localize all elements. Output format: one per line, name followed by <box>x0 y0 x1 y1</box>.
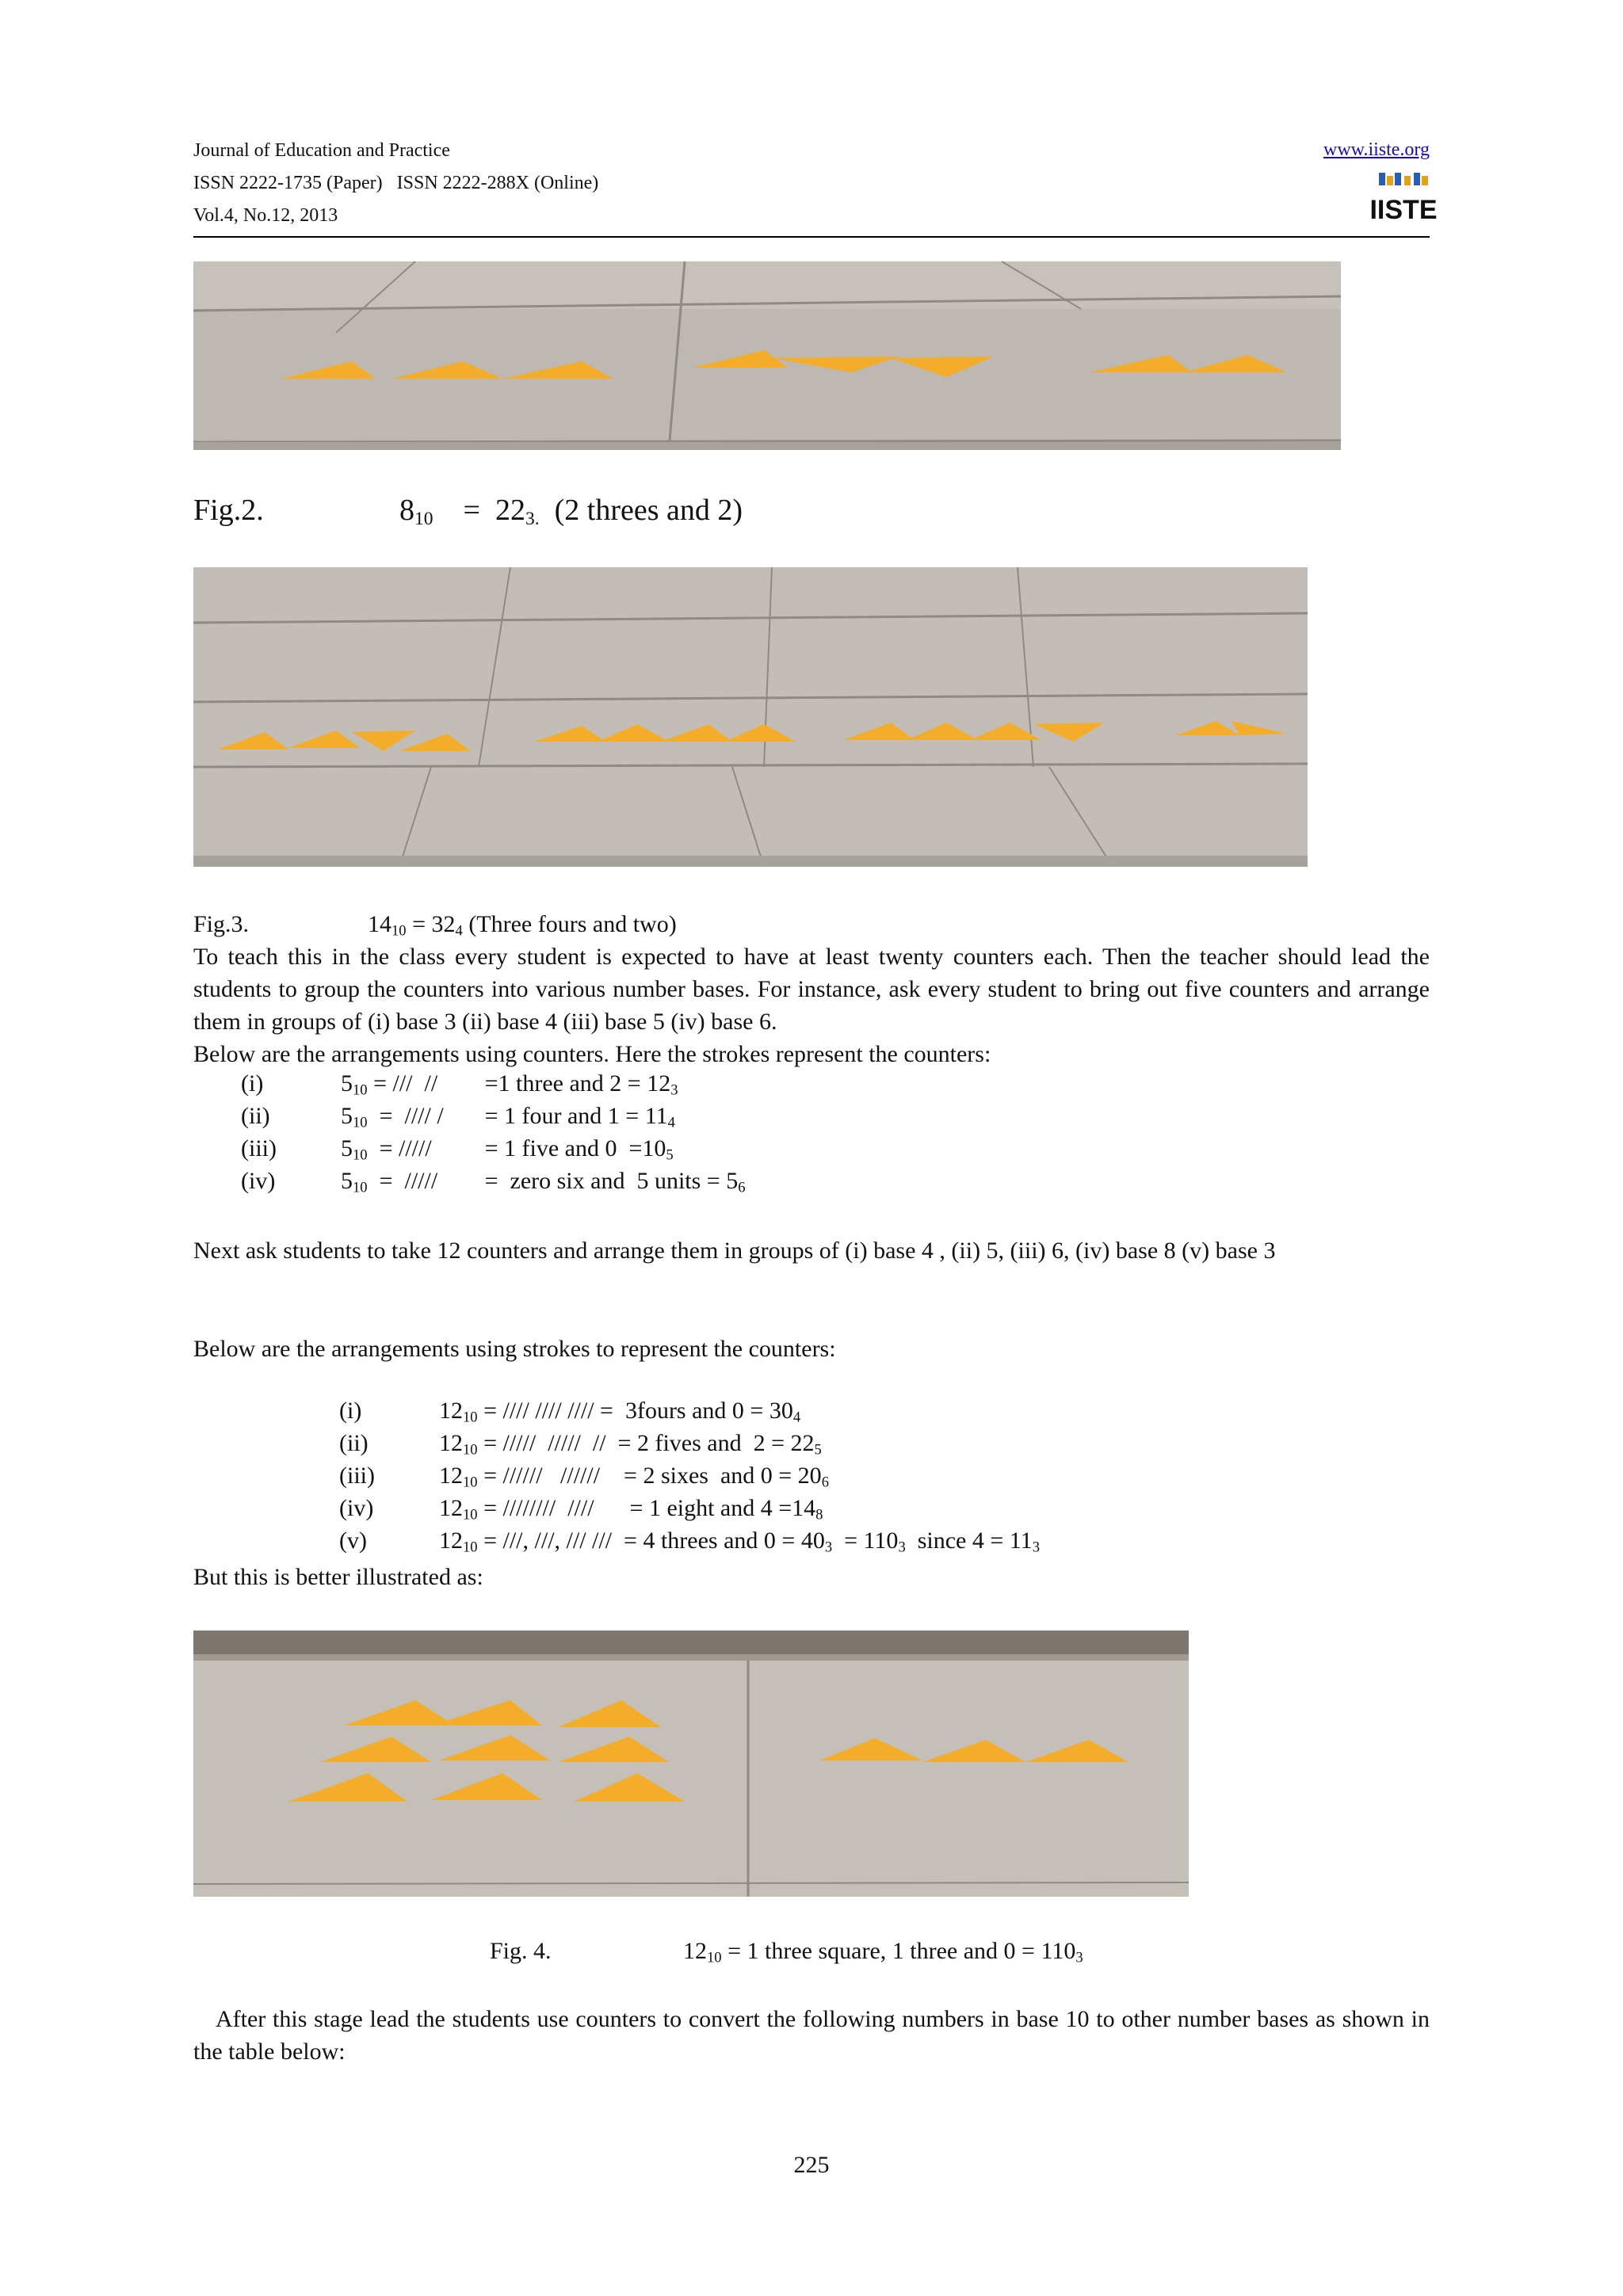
journal-title: Journal of Education and Practice <box>193 140 450 161</box>
website-link[interactable]: www.iiste.org <box>1323 139 1430 160</box>
issn-line: ISSN 2222-1735 (Paper) ISSN 2222-288X (Online) <box>193 173 599 193</box>
fig3-label: Fig.3. <box>193 911 250 937</box>
logo-text: IISTE <box>1369 195 1438 225</box>
fig3-equation: $14_{10} = 32_4$ (Three fours and two) <box>368 911 677 940</box>
list2-number: (i) <box>339 1398 362 1424</box>
list2-item: (v) $12_{10}$ = ///, ///, /// /// = 4 threes and $0 = 40_3 = 110_3$ since $4 = 11_3$ <box>339 1527 1040 1556</box>
paragraph-strokes: Below are the arrangements using strokes to represent the counters: <box>193 1336 836 1362</box>
paragraph-twelve-counters: Next ask students to take 12 counters and arrange them in groups of (i) base 4 , (ii) 5, (iii) 6, (iv) base 8 (v) base 3 <box>193 1238 1276 1264</box>
list2-number: (v) <box>339 1527 367 1554</box>
list1-item: (ii) $5_{10}$ = //// / = 1 four and $1 = 11_4$ <box>241 1103 675 1131</box>
list1-number: (iv) <box>241 1168 276 1194</box>
list1-number: (i) <box>241 1070 264 1097</box>
volume-line: Vol.4, No.12, 2013 <box>193 205 338 226</box>
list1-number: (iii) <box>241 1135 277 1161</box>
paragraph-better-illustrated: But this is better illustrated as: <box>193 1564 483 1590</box>
fig3-photo <box>193 567 1308 867</box>
list2-item: (iv) $12_{10}$ = //////// //// = 1 eight and $4 =14_8$ <box>339 1495 823 1524</box>
paragraph-intro: To teach this in the class every student is expected to have at least twenty counters each. Then the teacher should lead the students to group the counters into various number bases. For instance, ask every student to bring out five counters and arrange them in groups of (i) base 3 (ii) base 4 (iii) base 5 (iv) base 6. <box>193 944 1430 1035</box>
list2-number: (ii) <box>339 1430 369 1456</box>
list1-item: (iii) $5_{10}$ = ///// = 1 five and $0 =10_5$ <box>241 1135 674 1164</box>
list2-number: (iii) <box>339 1463 375 1489</box>
list2-item: (iii) $12_{10}$ = ////// ////// = 2 sixes and $0 = 20_6$ <box>339 1463 829 1491</box>
fig2-equation: $8_{10}$ = $22_{3.}$ (2 threes and 2) <box>399 494 743 529</box>
fig2-label: Fig.2. <box>193 494 264 527</box>
iiste-logo <box>1369 170 1438 227</box>
fig2-photo <box>193 261 1341 450</box>
fig4-photo <box>193 1630 1189 1897</box>
page-number: 225 <box>793 2152 830 2178</box>
fig4-equation: $12_{10} = 1$ three square, 1 three and $0 = 110_3$ <box>683 1938 1083 1966</box>
list1-item: (iv) $5_{10}$ = ///// = zero six and 5 units = $5_6$ <box>241 1168 746 1196</box>
header-rule <box>193 236 1430 238</box>
paragraph-arrangements: Below are the arrangements using counters. Here the strokes represent the counters: <box>193 1041 991 1067</box>
list2-item: (i) $12_{10}$ = //// //// //// = 3fours and $0 = 30_4$ <box>339 1398 801 1426</box>
fig4-label: Fig. 4. <box>490 1938 552 1964</box>
paragraph-after-stage: After this stage lead the students use counters to convert the following numbers in base 10 to other number bases as shown in the table below: <box>193 2006 1430 2065</box>
list1-number: (ii) <box>241 1103 270 1129</box>
list2-item: (ii) $12_{10}$ = ///// ///// // = 2 fives and $2 = 22_5$ <box>339 1430 822 1459</box>
list1-item: (i) $5_{10}$ = /// // =1 three and $2 = 12_3$ <box>241 1070 678 1099</box>
list2-number: (iv) <box>339 1495 374 1521</box>
